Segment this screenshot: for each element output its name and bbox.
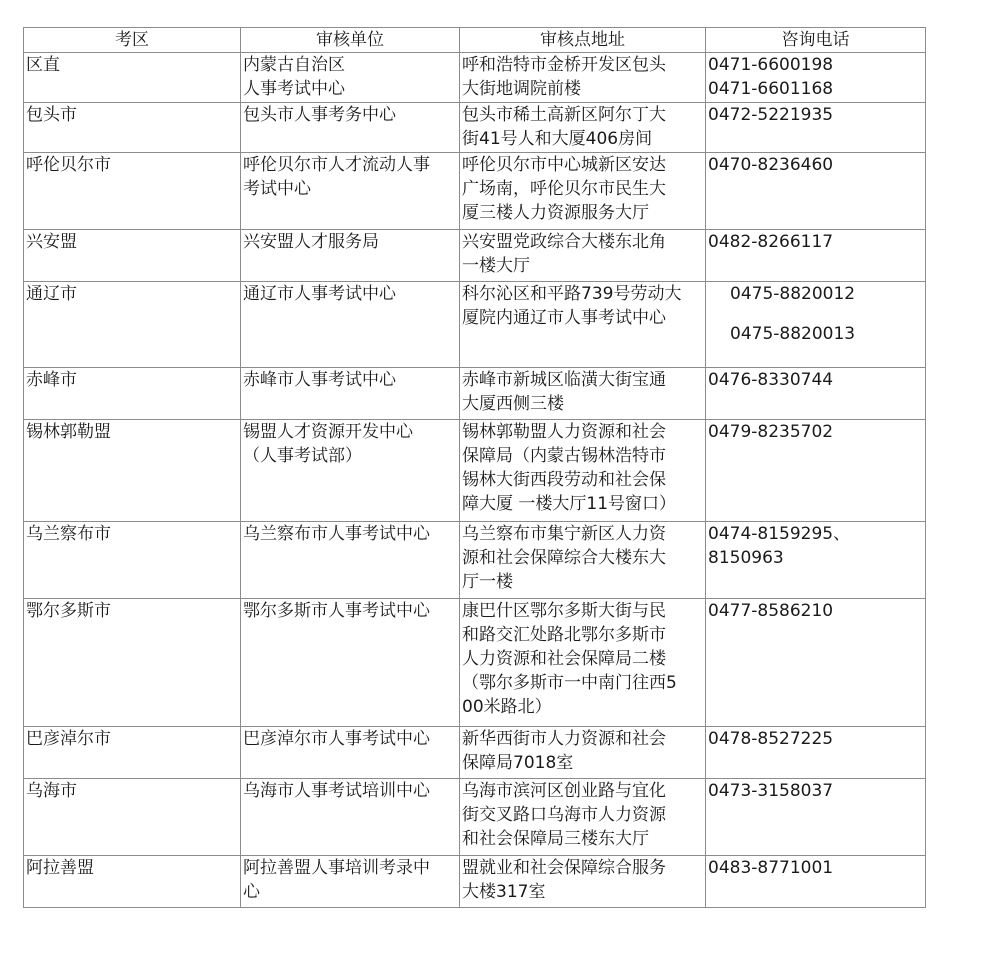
address-cell: 锡林郭勒盟人力资源和社会 保障局（内蒙古锡林浩特市 锡林大街西段劳动和社会保 障大厦 一楼大厅11号窗口） [460,420,706,522]
unit-cell: 鄂尔多斯市人事考试中心 [241,599,460,727]
region-cell: 锡林郭勒盟 [24,420,241,522]
region-cell: 区直 [24,53,241,103]
region-cell: 乌兰察布市 [24,522,241,599]
exam-review-table [23,27,926,908]
table-header-row [24,28,926,53]
unit-cell: 赤峰市人事考试中心 [241,368,460,420]
unit-cell: 内蒙古自治区 人事考试中心 [241,53,460,103]
address-cell: 呼和浩特市金桥开发区包头 大街地调院前楼 [460,53,706,103]
region-cell: 乌海市 [24,779,241,856]
table-row [24,282,926,368]
address-cell: 乌海市滨河区创业路与宜化 街交叉路口乌海市人力资源 和社会保障局三楼东大厅 [460,779,706,856]
unit-cell: 乌海市人事考试培训中心 [241,779,460,856]
unit-cell: 通辽市人事考试中心 [241,282,460,368]
table-row [24,153,926,230]
table-row [24,368,926,420]
phone-cell: 0483-8771001 [706,856,926,908]
phone-cell: 0482-8266117 [706,230,926,282]
unit-cell: 包头市人事考务中心 [241,103,460,153]
phone-cell: 0473-3158037 [706,779,926,856]
address-cell: 赤峰市新城区临潢大街宝通 大厦西侧三楼 [460,368,706,420]
phone-cell: 0477-8586210 [706,599,926,727]
address-cell: 康巴什区鄂尔多斯大街与民 和路交汇处路北鄂尔多斯市 人力资源和社会保障局二楼 （鄂尔多斯市一中南门往西5 00米路北） [460,599,706,727]
phone-cell: 0475-8820012 0475-8820013 [706,282,926,368]
table-row [24,599,926,727]
table-row [24,522,926,599]
phone-cell: 0470-8236460 [706,153,926,230]
region-cell: 兴安盟 [24,230,241,282]
header-unit: 审核单位 [241,28,460,53]
unit-cell: 乌兰察布市人事考试中心 [241,522,460,599]
table-row [24,779,926,856]
unit-cell: 锡盟人才资源开发中心 （人事考试部） [241,420,460,522]
table-row [24,420,926,522]
table-row [24,856,926,908]
table-row [24,230,926,282]
address-cell: 呼伦贝尔市中心城新区安达 广场南，呼伦贝尔市民生大 厦三楼人力资源服务大厅 [460,153,706,230]
table-row [24,53,926,103]
table-row [24,727,926,779]
address-cell: 兴安盟党政综合大楼东北角 一楼大厅 [460,230,706,282]
phone-cell: 0478-8527225 [706,727,926,779]
region-cell: 呼伦贝尔市 [24,153,241,230]
address-cell: 科尔沁区和平路739号劳动大 厦院内通辽市人事考试中心 [460,282,706,368]
address-cell: 包头市稀土高新区阿尔丁大 街41号人和大厦406房间 [460,103,706,153]
unit-cell: 兴安盟人才服务局 [241,230,460,282]
region-cell: 巴彦淖尔市 [24,727,241,779]
phone-cell: 0472-5221935 [706,103,926,153]
region-cell: 通辽市 [24,282,241,368]
region-cell: 鄂尔多斯市 [24,599,241,727]
region-cell: 包头市 [24,103,241,153]
phone-cell: 0479-8235702 [706,420,926,522]
phone-cell: 0471-6600198 0471-6601168 [706,53,926,103]
unit-cell: 呼伦贝尔市人才流动人事 考试中心 [241,153,460,230]
address-cell: 乌兰察布市集宁新区人力资 源和社会保障综合大楼东大 厅一楼 [460,522,706,599]
header-region: 考区 [24,28,241,53]
unit-cell: 巴彦淖尔市人事考试中心 [241,727,460,779]
region-cell: 阿拉善盟 [24,856,241,908]
phone-cell: 0476-8330744 [706,368,926,420]
unit-cell: 阿拉善盟人事培训考录中 心 [241,856,460,908]
address-cell: 新华西街市人力资源和社会 保障局7018室 [460,727,706,779]
region-cell: 赤峰市 [24,368,241,420]
header-address: 审核点地址 [460,28,706,53]
table-row [24,103,926,153]
address-cell: 盟就业和社会保障综合服务 大楼317室 [460,856,706,908]
header-phone: 咨询电话 [706,28,926,53]
phone-cell: 0474-8159295、 8150963 [706,522,926,599]
